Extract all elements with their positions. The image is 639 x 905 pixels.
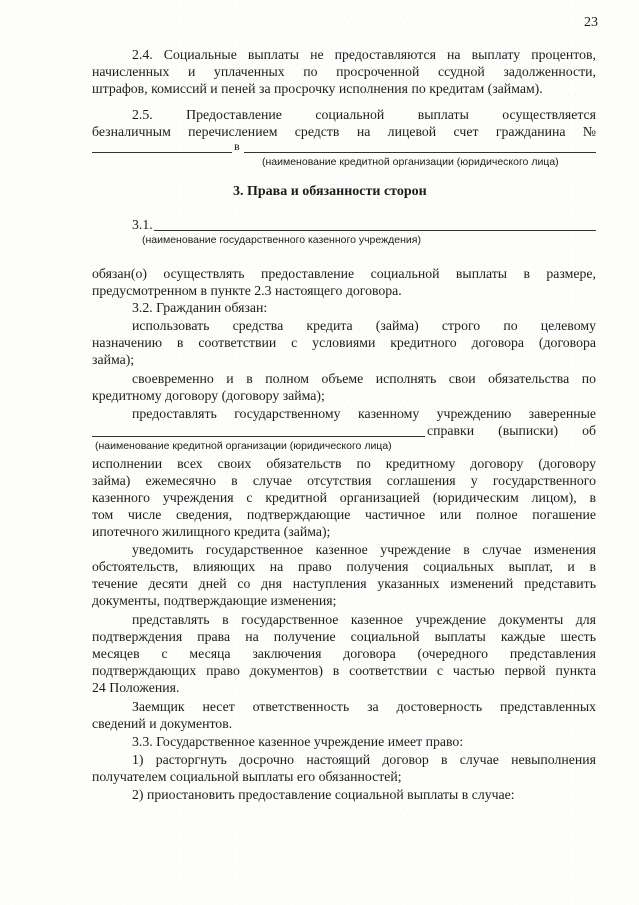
text-line: 3.1.	[132, 217, 153, 232]
text-line: займа) ежемесячно в случае отсутствия соглашения у государственного	[92, 473, 596, 488]
text-line: подтверждающих право документов) в соответствии с частью первой пункта	[92, 663, 596, 678]
text-line: штрафов, комиссий и пеней за просрочку исполнения по кредитам (займам).	[92, 81, 543, 96]
caption-credit-org: (наименование кредитной организации (юридического лица)	[262, 156, 559, 168]
text-line: получателем социальной выплаты его обязанностей;	[92, 769, 402, 784]
text-line: исполнении всех своих обязательств по кредитному договору (договору	[92, 456, 596, 471]
blank-line	[92, 436, 425, 437]
text-line: сведений и документов.	[92, 716, 233, 731]
text-line: подтверждения права на получение социальной выплаты каждые шесть	[92, 629, 596, 644]
text-line: течение десяти дней со дня наступления указанных изменений представить	[92, 576, 596, 591]
text-line: Заемщик несет ответственность за достоверность представленных	[132, 699, 596, 714]
text-line: предусмотренном в пункте 2.3 настоящего договора.	[92, 283, 402, 298]
text-line: безналичным перечислением средств на лицевой счет гражданина №	[92, 124, 596, 139]
text-line: 1) расторгнуть досрочно настоящий договор в случае невыполнения	[132, 752, 596, 767]
text-line: обстоятельств, влияющих на право получения социальных выплат, и в	[92, 559, 596, 574]
text-line: справки (выписки) об	[427, 423, 596, 438]
text-line: том числе сведения, подтверждающие частичное или полное погашение	[92, 507, 596, 522]
text-line: 24 Положения.	[92, 680, 180, 695]
caption-gov-inst: (наименование государственного казенного учреждения)	[142, 234, 421, 246]
text-line: своевременно и в полном объеме исполнять свои обязательства по	[132, 371, 596, 386]
caption-credit-org-2: (наименование кредитной организации (юридического лица)	[95, 440, 392, 452]
text-line: 3.2. Гражданин обязан:	[132, 300, 268, 315]
text-line: назначению в соответствии с условиями кредитного договора (договора	[92, 335, 596, 350]
blank-line	[244, 152, 596, 153]
text-line: использовать средства кредита (займа) строго по целевому	[132, 318, 596, 333]
text-line: 2.5. Предоставление социальной выплаты осуществляется	[132, 107, 596, 122]
text-line: представлять в государственное казенное учреждение документы для	[132, 612, 596, 627]
text-line: 2) приостановить предоставление социальной выплаты в случае:	[132, 787, 515, 802]
text-line: уведомить государственное казенное учреждение в случае изменения	[132, 542, 596, 557]
text-line: казенного учреждения с кредитной организацией (юридическим лицом), в	[92, 490, 596, 505]
text-line: 2.4. Социальные выплаты не предоставляются на выплату процентов,	[132, 47, 596, 62]
text-line: предоставлять государственному казенному учреждению заверенные	[132, 406, 596, 421]
text-line: начисленных и уплаченных по просроченной ссудной задолженности,	[92, 64, 596, 79]
text-line: займа);	[92, 352, 135, 367]
text-line: ипотечного жилищного кредита (займа);	[92, 524, 331, 539]
text-line: документы, подтверждающие изменения;	[92, 593, 337, 608]
text-line: обязан(о) осуществлять предоставление социальной выплаты в размере,	[92, 266, 596, 281]
text-line: в	[234, 139, 240, 153]
blank-line	[154, 230, 596, 231]
section-heading: 3. Права и обязанности сторон	[233, 184, 427, 199]
page-number: 23	[584, 15, 598, 30]
text-line: кредитному договору (договору займа);	[92, 388, 325, 403]
text-line: месяцев с месяца заключения договора (очередного представления	[92, 646, 596, 661]
blank-line	[92, 152, 232, 153]
text-line: 3.3. Государственное казенное учреждение имеет право:	[132, 734, 464, 749]
